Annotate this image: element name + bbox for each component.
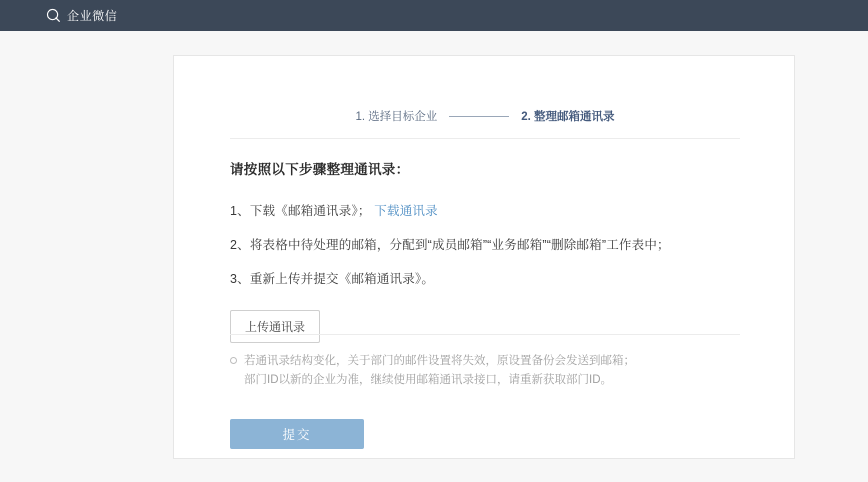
upload-contacts-button[interactable]: 上传通讯录 [230, 310, 320, 343]
instructions-block [230, 158, 750, 343]
step-indicator [174, 108, 796, 124]
top-bar [0, 0, 868, 31]
step-2-organize-contacts[interactable]: 2. 整理邮箱通讯录 [521, 111, 615, 123]
divider-top [230, 138, 740, 139]
notice-line-2: 部门ID以新的企业为准，继续使用邮箱通讯录接口，请重新获取部门ID。 [244, 373, 612, 386]
list-item [230, 272, 750, 287]
page-body [0, 31, 868, 482]
step-connector-line [449, 116, 509, 117]
instruction-text-1: 1、下载《邮箱通讯录》； [230, 204, 371, 218]
topbar-left-spacer [0, 0, 46, 31]
content-card [173, 55, 795, 459]
brand-name: 企业微信 [67, 9, 118, 23]
notice-line-1: 若通讯录结构变化，关于部门的邮件设置将失效，原设置备份会发送到邮箱； [244, 355, 635, 367]
brand[interactable] [46, 7, 117, 24]
page-title: 请按照以下步骤整理通讯录： [230, 162, 410, 177]
instruction-text-2: 2、将表格中待处理的邮箱，分配到“成员邮箱”“业务邮箱”“删除邮箱”工作表中； [230, 238, 670, 252]
instruction-list [230, 204, 750, 287]
list-item [230, 238, 750, 253]
instruction-text-3: 3、重新上传并提交《邮箱通讯录》。 [230, 272, 435, 286]
wecom-logo-icon [46, 8, 61, 23]
divider-bottom [230, 334, 740, 335]
submit-button[interactable]: 提交 [230, 419, 364, 449]
step-1-select-enterprise[interactable]: 1. 选择目标企业 [355, 111, 438, 123]
notice-text [244, 352, 635, 390]
download-contacts-link[interactable]: 下载通讯录 [374, 204, 438, 218]
notice-block [230, 352, 750, 390]
list-item [230, 204, 750, 219]
info-circle-icon [230, 357, 237, 364]
